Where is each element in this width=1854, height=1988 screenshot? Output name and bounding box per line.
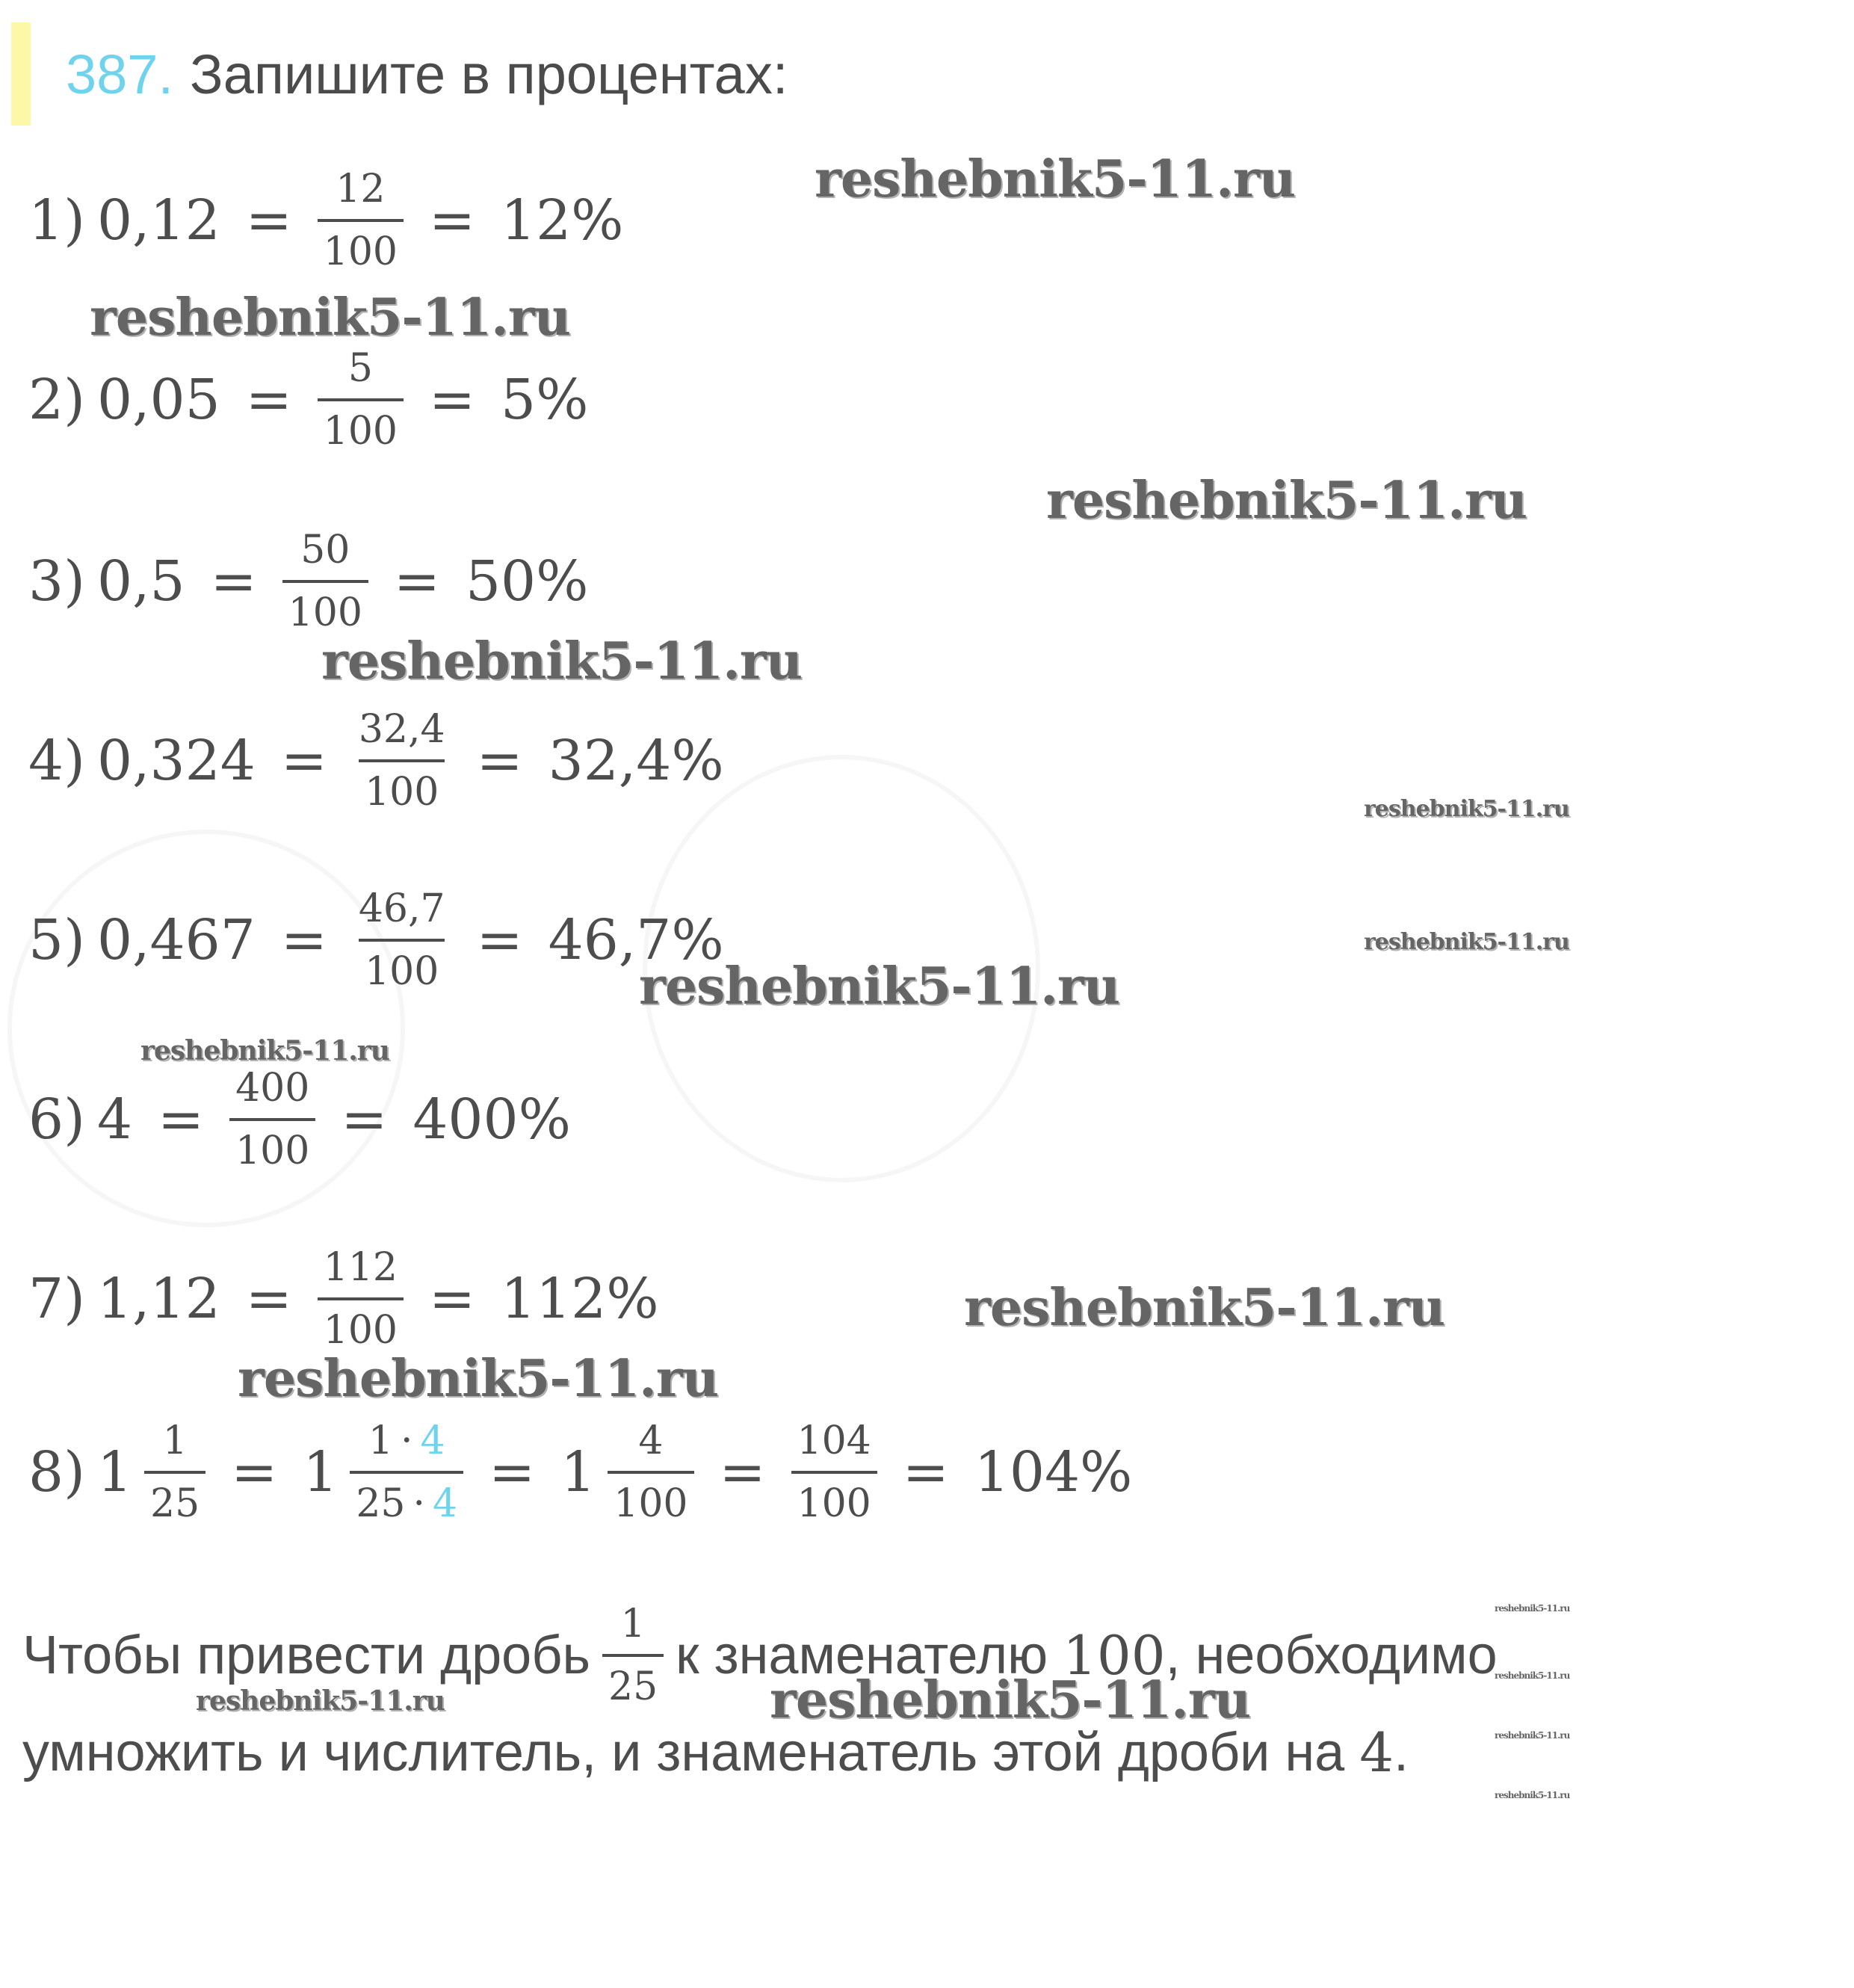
fraction bbox=[353, 882, 451, 998]
denominator: 100 bbox=[229, 1118, 315, 1178]
explanation-number: 4 bbox=[1359, 1721, 1394, 1784]
equation-label: 3) bbox=[28, 549, 85, 614]
denominator: 100 bbox=[282, 580, 368, 640]
equation-6 bbox=[22, 1049, 577, 1191]
equation-label: 4) bbox=[28, 729, 85, 793]
equation-1 bbox=[22, 149, 630, 291]
whole-part: 1 bbox=[560, 1440, 596, 1504]
equals-sign: = bbox=[476, 908, 523, 972]
equation-label: 2) bbox=[28, 368, 85, 432]
equation-label: 6) bbox=[28, 1087, 85, 1152]
equation-5 bbox=[22, 869, 730, 1011]
whole-part: 1 bbox=[303, 1440, 339, 1504]
equals-sign: = bbox=[231, 1440, 278, 1504]
result-percent: 46,7% bbox=[548, 908, 724, 972]
result-percent: 32,4% bbox=[548, 729, 724, 793]
numerator: 32,4 bbox=[358, 707, 445, 752]
fraction bbox=[791, 1414, 877, 1531]
result-percent: 400% bbox=[412, 1087, 571, 1152]
numerator: 12 bbox=[336, 167, 386, 212]
equation-2 bbox=[22, 329, 594, 471]
equals-sign: = bbox=[341, 1087, 388, 1152]
numerator: 104 bbox=[797, 1419, 871, 1463]
equals-sign: = bbox=[429, 368, 476, 432]
watermark: reshebnik5-11.ru bbox=[815, 149, 1296, 209]
equals-sign: = bbox=[245, 368, 292, 432]
decimal-value: 0,05 bbox=[96, 368, 220, 432]
watermark: reshebnik5-11.ru bbox=[770, 1670, 1251, 1730]
result-percent: 50% bbox=[465, 549, 589, 614]
equals-sign: = bbox=[280, 908, 327, 972]
fraction bbox=[608, 1414, 693, 1531]
equals-sign: = bbox=[429, 1267, 476, 1331]
explanation-number: 100 bbox=[1063, 1624, 1166, 1687]
fraction bbox=[282, 523, 368, 640]
equals-sign: = bbox=[902, 1440, 949, 1504]
denominator: 25 bbox=[602, 1654, 664, 1714]
numerator: 1 bbox=[620, 1602, 646, 1646]
denominator: 100 bbox=[359, 759, 445, 819]
equals-sign: = bbox=[719, 1440, 766, 1504]
decimal-value: 0,5 bbox=[96, 549, 185, 614]
result-percent: 12% bbox=[501, 188, 624, 253]
equation-4 bbox=[22, 690, 730, 832]
numerator: 5 bbox=[347, 346, 373, 391]
watermark: reshebnik5-11.ru bbox=[1495, 1790, 1570, 1800]
equation-label: 5) bbox=[28, 908, 85, 972]
numerator: 1 bbox=[162, 1419, 188, 1463]
watermark: reshebnik5-11.ru bbox=[1046, 471, 1527, 531]
numerator: 4 bbox=[638, 1419, 664, 1463]
task-header bbox=[66, 37, 788, 112]
watermark: reshebnik5-11.ru bbox=[1495, 1603, 1570, 1614]
equals-sign: = bbox=[245, 188, 292, 253]
fraction bbox=[229, 1061, 315, 1178]
watermark: reshebnik5-11.ru bbox=[1495, 1730, 1570, 1741]
watermark: reshebnik5-11.ru bbox=[140, 1035, 389, 1066]
decimal-value: 0,467 bbox=[96, 908, 256, 972]
task-title: Запишите в процентах: bbox=[190, 43, 788, 105]
explanation-text: к знаменателю bbox=[676, 1626, 1048, 1685]
equation-8 bbox=[22, 1401, 1138, 1543]
whole-part: 1 bbox=[96, 1440, 133, 1504]
denominator: 100 bbox=[608, 1471, 693, 1531]
denominator: 100 bbox=[791, 1471, 877, 1531]
numerator: 400 bbox=[235, 1066, 310, 1111]
fraction bbox=[318, 342, 404, 458]
explanation-text: Чтобы привести дробь bbox=[22, 1626, 590, 1685]
task-number: 387. bbox=[66, 43, 174, 105]
fraction bbox=[144, 1414, 206, 1531]
watermark: reshebnik5-11.ru bbox=[321, 632, 803, 691]
denominator: 25 · 4 bbox=[350, 1471, 463, 1531]
result-percent: 5% bbox=[501, 368, 589, 432]
denominator: 25 bbox=[144, 1471, 206, 1531]
numerator: 46,7 bbox=[358, 886, 445, 931]
equals-sign: = bbox=[158, 1087, 205, 1152]
fraction bbox=[353, 703, 451, 819]
equals-sign: = bbox=[280, 729, 327, 793]
decimal-value: 4 bbox=[96, 1087, 133, 1152]
numerator: 1 · 4 bbox=[368, 1419, 445, 1463]
watermark: reshebnik5-11.ru bbox=[1364, 796, 1569, 822]
explanation-text: умножить и числитель, и знаменатель этой дроби на bbox=[22, 1723, 1345, 1782]
watermark: reshebnik5-11.ru bbox=[639, 957, 1120, 1016]
equation-label: 7) bbox=[28, 1267, 85, 1331]
highlight-bar bbox=[11, 22, 31, 126]
denominator: 100 bbox=[318, 398, 404, 458]
decimal-value: 0,12 bbox=[96, 188, 220, 253]
result-percent: 112% bbox=[501, 1267, 659, 1331]
decimal-value: 0,324 bbox=[96, 729, 256, 793]
multiplier: 4 bbox=[420, 1419, 445, 1463]
fraction bbox=[602, 1597, 664, 1714]
multiplier: 4 bbox=[433, 1481, 458, 1526]
equation-label: 8) bbox=[28, 1440, 85, 1504]
watermark: reshebnik5-11.ru bbox=[1364, 929, 1569, 955]
watermark: reshebnik5-11.ru bbox=[90, 288, 571, 348]
watermark: reshebnik5-11.ru bbox=[1495, 1670, 1570, 1681]
equals-sign: = bbox=[210, 549, 257, 614]
watermark: reshebnik5-11.ru bbox=[964, 1278, 1445, 1338]
denominator: 100 bbox=[359, 939, 445, 998]
explanation-text: . bbox=[1394, 1723, 1409, 1782]
numerator: 112 bbox=[323, 1245, 398, 1290]
numerator: 50 bbox=[300, 528, 350, 572]
denominator: 100 bbox=[318, 219, 404, 279]
result-percent: 104% bbox=[974, 1440, 1133, 1504]
equals-sign: = bbox=[393, 549, 440, 614]
fraction bbox=[318, 1241, 404, 1357]
watermark: reshebnik5-11.ru bbox=[196, 1685, 445, 1717]
fraction-expanded bbox=[350, 1414, 463, 1531]
decimal-value: 1,12 bbox=[96, 1267, 220, 1331]
explanation-text: , необходимо bbox=[1165, 1626, 1498, 1685]
watermark: reshebnik5-11.ru bbox=[238, 1349, 719, 1409]
equals-sign: = bbox=[476, 729, 523, 793]
fraction bbox=[318, 162, 404, 279]
denominator: 100 bbox=[318, 1297, 404, 1357]
equals-sign: = bbox=[429, 188, 476, 253]
equals-sign: = bbox=[489, 1440, 536, 1504]
equals-sign: = bbox=[245, 1267, 292, 1331]
equation-label: 1) bbox=[28, 188, 85, 253]
